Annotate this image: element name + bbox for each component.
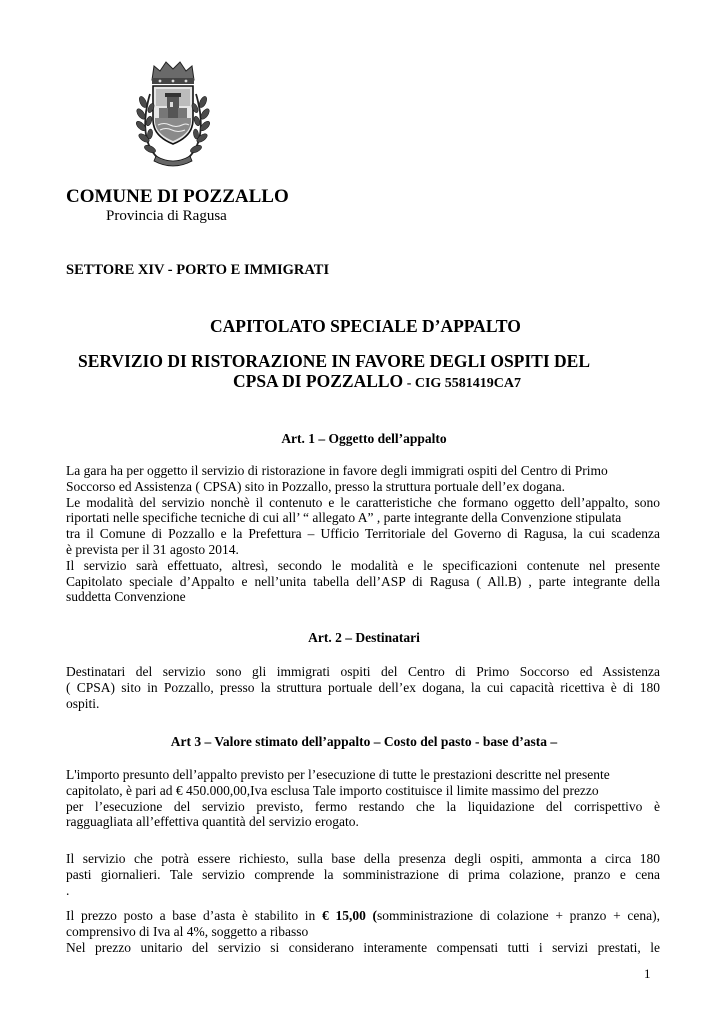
art1-heading: Art. 1 – Oggetto dell’appalto xyxy=(281,431,447,446)
coat-of-arms-emblem xyxy=(128,58,218,170)
art3-paragraph-2 xyxy=(66,851,660,898)
sector-heading: SETTORE XIV - PORTO E IMMIGRATI xyxy=(66,262,330,278)
subtitle-cpsa: CPSA DI POZZALLO xyxy=(233,371,404,391)
text-line: L'importo presunto dell’appalto previsto per l’esecuzione di tutte le prestazioni descritte nel presente xyxy=(66,767,610,782)
document-subtitle-line1: SERVIZIO DI RISTORAZIONE IN FAVORE DEGLI OSPITI DEL xyxy=(78,351,591,371)
document-title: CAPITOLATO SPECIALE D’APPALTO xyxy=(210,316,521,336)
art2-paragraph xyxy=(66,664,660,711)
text-line: è prevista per il 31 agosto 2014. xyxy=(66,541,239,557)
text-line: Capitolato speciale d’Appalto e nell’unita tabella dell’ASP di Ragusa ( All.B) , parte integrante della xyxy=(66,573,660,589)
text-line: La gara ha per oggetto il servizio di ristorazione in favore degli immigrati ospiti del Centro di Primo xyxy=(66,463,608,478)
text-line: ospiti. xyxy=(66,695,100,711)
text-line: Le modalità del servizio nonchè il contenuto e le caratteristiche che formano oggetto dell’appalto, sono xyxy=(66,494,660,510)
text-line: ragguagliata all’effettiva quantità del servizio erogato. xyxy=(66,814,359,830)
text-line: . xyxy=(66,882,70,898)
art2-heading: Art. 2 – Destinatari xyxy=(308,630,420,645)
page-number: 1 xyxy=(644,966,651,981)
art3-heading: Art 3 – Valore stimato dell’appalto – Costo del pasto - base d’asta – xyxy=(170,734,558,749)
art1-paragraph xyxy=(66,463,660,605)
cig-code: - CIG 5581419CA7 xyxy=(403,376,522,391)
text-line: comprensivo di Iva al 4%, soggetto a ribasso xyxy=(66,923,309,939)
base-price: € 15,00 ( xyxy=(322,908,378,923)
price-prefix: Il prezzo posto a base d’asta è stabilito in xyxy=(66,908,322,923)
text-line: Nel prezzo unitario del servizio si considerano interamente compensati tutti i servizi prestati, le xyxy=(66,939,660,955)
text-line: riportati nelle specifiche tecniche di cui all’ “ allegato A” , parte integrante della Convenzione stipulata xyxy=(66,510,622,526)
text-line: Soccorso ed Assistenza ( CPSA) sito in Pozzallo, presso la struttura portuale dell’ex dogana. xyxy=(66,478,566,494)
document-subtitle-line2 xyxy=(233,371,521,392)
art3-paragraph-3 xyxy=(66,908,660,955)
organization-name: COMUNE DI POZZALLO xyxy=(66,186,289,207)
text-line: tra il Comune di Pozzallo e la Prefettura – Ufficio Territoriale del Governo di Ragusa, la cui scadenza xyxy=(66,526,660,542)
text-line: pasti giornalieri. Tale servizio comprende la somministrazione di prima colazione, pranzo e cena xyxy=(66,866,660,882)
price-suffix: somministrazione di colazione + pranzo + cena), xyxy=(377,908,660,923)
text-line: ( CPSA) sito in Pozzallo, presso la struttura portuale dell’ex dogana, la cui capacità ricettiva è di 180 xyxy=(66,679,660,695)
province-name: Provincia di Ragusa xyxy=(106,208,227,224)
text-line: per l’esecuzione del servizio previsto, fermo restando che la liquidazione del corrispettivo è xyxy=(66,798,660,814)
text-line: Destinatari del servizio sono gli immigrati ospiti del Centro di Primo Soccorso ed Assistenza xyxy=(66,664,660,679)
text-line: Il servizio sarà effettuato, altresì, secondo le modalità e le specificazioni contenute nel presente xyxy=(66,557,660,573)
art3-paragraph-1 xyxy=(66,767,660,830)
price-line xyxy=(66,908,660,924)
text-line: capitolato, è pari ad € 450.000,00,Iva esclusa Tale importo costituisce il limite massimo del prezzo xyxy=(66,782,599,798)
text-line: suddetta Convenzione xyxy=(66,589,186,605)
text-line: Il servizio che potrà essere richiesto, sulla base della presenza degli ospiti, ammonta a circa 180 xyxy=(66,851,660,866)
